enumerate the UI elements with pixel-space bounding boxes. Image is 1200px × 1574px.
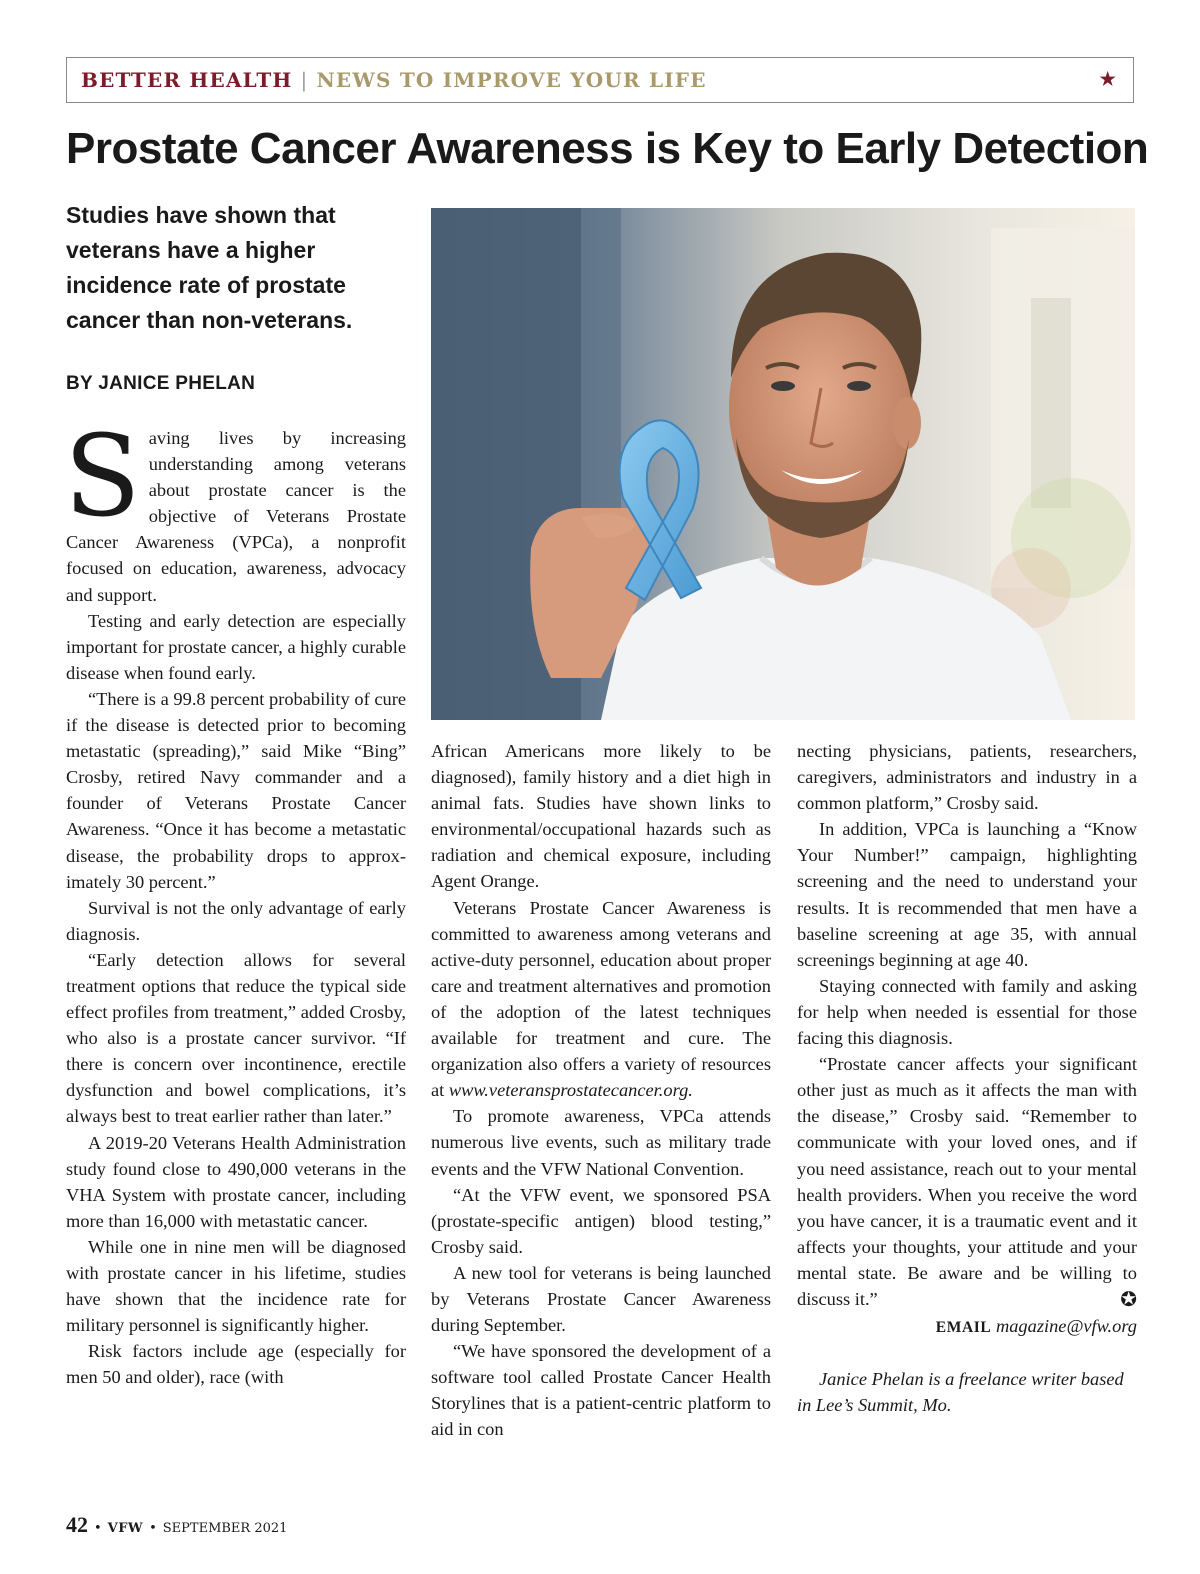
body-paragraph: “Prostate cancer affects your significant other just as much as it affects the man with the disease,” Crosby said. “Remember to communicate with your loved ones, and if you need assistance, reach out to your mental health providers. When you receive the word you have cancer, it is a traumatic event and it affects your thoughts, your attitude and your mental state. Be aware and be willing to discuss it.” ✪ bbox=[797, 1054, 1137, 1311]
bullet-icon: • bbox=[94, 1521, 102, 1536]
body-paragraph: “Early detection allows for several treatment options that reduce the typical side effect profiles from treatment,” added Crosby, who also is a prostate cancer survivor. “If there is concern over incontinence, erectile dysfunction and bowel complications, it’s always best to treat earlier rather than later.” bbox=[66, 949, 406, 1127]
section-tagline: NEWS TO IMPROVE YOUR LIFE bbox=[316, 68, 707, 92]
end-mark-icon: ✪ bbox=[1120, 1286, 1137, 1311]
article-headline: Prostate Cancer Awareness is Key to Early Detection bbox=[66, 124, 1149, 173]
drop-cap: S bbox=[64, 412, 141, 542]
bullet-icon: • bbox=[149, 1521, 157, 1536]
article-deck: Studies have shown that veterans have a higher incidence rate of prostate cancer than non-veterans. bbox=[66, 202, 353, 333]
body-paragraph: necting physicians, patients, researchers, caregivers, administrators and industry in a common platform,” Crosby said. bbox=[797, 741, 1137, 814]
email-link[interactable]: magazine@vfw.org bbox=[995, 1316, 1137, 1337]
body-paragraph: Survival is not the only advantage of early diagnosis. bbox=[66, 897, 406, 944]
body-column-1 bbox=[64, 412, 406, 1390]
publication-name: VFW bbox=[107, 1521, 144, 1536]
article-byline: BY JANICE PHELAN bbox=[66, 373, 256, 394]
body-paragraph: “There is a 99.8 percent probability of cure if the disease is detected prior to becoming metastatic (spreading),” said Mike “Bing” Crosby, retired Navy commander and a founder of Veterans Prostate Cancer Awareness. “Once it has become a metastatic disease, the probability drops to approximately 30 percent.” bbox=[66, 688, 406, 892]
section-kicker: BETTER HEALTH bbox=[81, 68, 293, 92]
body-paragraph: In addition, VPCa is launching a “Know Your Number!” campaign, highlighting screening and the need to understand your results. It is recommended that men have a baseline screening at age 35, with annual screenings beginning at age 40. bbox=[797, 819, 1137, 970]
body-paragraph: A 2019-20 Veterans Health Administration study found close to 490,000 veterans in the VHA System with prostate cancer, including more than 16,000 with metastatic cancer. bbox=[66, 1132, 406, 1231]
body-paragraph: Veterans Prostate Cancer Awareness is committed to awareness among veterans and active-duty personnel, education about proper care and treatment alternatives and promotion of the adoption of the latest techniques available for treatment and cure. The organization also offers a variety of resources at www.veteransprostatecancer.org. bbox=[431, 897, 771, 1101]
article-photo bbox=[431, 208, 1135, 720]
body-column-2 bbox=[431, 738, 771, 1443]
body-paragraph: African Americans more likely to be diagnosed), family history and a diet high in animal fats. Studies have shown links to environmental/occupational hazards such as radiation and chemical exposure, including Agent Orange. bbox=[431, 741, 771, 892]
body-paragraph: While one in nine men will be diagnosed with prostate cancer in his lifetime, studies have shown that the incidence rate for military personnel is significantly higher. bbox=[66, 1236, 406, 1336]
page-footer bbox=[66, 1510, 287, 1544]
author-bio: Janice Phelan is a freelance writer based in Lee’s Summit, Mo. bbox=[797, 1369, 1124, 1416]
body-paragraph: “At the VFW event, we sponsored PSA (prostate-specific antigen) blood testing,” Crosby said. bbox=[431, 1184, 771, 1257]
page-number: 42 bbox=[66, 1512, 88, 1537]
section-header bbox=[66, 57, 1134, 103]
email-line bbox=[797, 1313, 1137, 1341]
body-paragraph: Saving lives by increasing understanding among veterans about prostate cancer is the objective of Veterans Prostate Cancer Awareness (VPCa), a nonprofit focused on education, awareness, advocacy and support. bbox=[64, 412, 406, 605]
body-paragraph: “We have sponsored the development of a software tool called Prostate Cancer Health Storylines that is a patient-centric platform to aid in con bbox=[431, 1341, 771, 1440]
kicker-separator: | bbox=[300, 68, 309, 92]
body-paragraph: Risk factors include age (especially for men 50 and older), race (with bbox=[66, 1341, 406, 1388]
body-paragraph: A new tool for veterans is being launched by Veterans Prostate Cancer Awareness during September. bbox=[431, 1262, 771, 1336]
body-column-3 bbox=[797, 738, 1137, 1418]
issue-date: SEPTEMBER 2021 bbox=[162, 1521, 288, 1536]
body-paragraph: Testing and early detection are especially important for prostate cancer, a highly curable disease when found early. bbox=[66, 610, 406, 683]
body-paragraph: To promote awareness, VPCa attends numerous live events, such as military trade events and the VFW National Convention. bbox=[431, 1106, 771, 1179]
star-icon: ★ bbox=[1099, 69, 1117, 90]
email-label: EMAIL bbox=[935, 1319, 992, 1337]
body-paragraph: Staying connected with family and asking for help when needed is essential for those facing this diagnosis. bbox=[797, 975, 1137, 1049]
website-link[interactable]: www.veteransprostatecancer.org. bbox=[448, 1080, 693, 1101]
